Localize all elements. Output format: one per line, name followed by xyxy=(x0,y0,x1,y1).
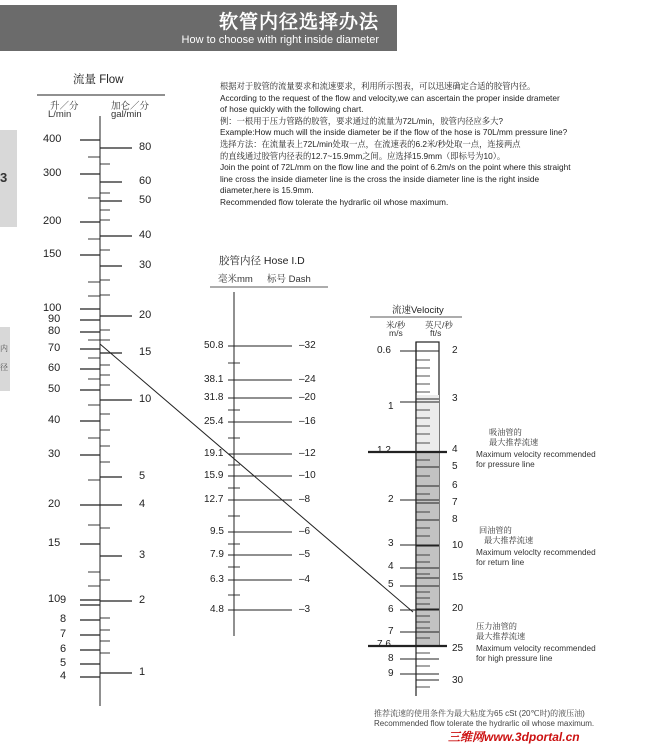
flow-right-label: 40 xyxy=(139,229,152,241)
flow-right-label: 2 xyxy=(139,594,146,606)
flow-left-label: 5 xyxy=(60,657,67,669)
pressure-note-en1: Maximum velocity recommended xyxy=(476,644,596,653)
hose-dash-label: –3 xyxy=(299,604,311,615)
flow-left-label: 20 xyxy=(48,498,61,510)
flow-left-label: 150 xyxy=(43,248,62,260)
velocity-left-unit-en: m/s xyxy=(389,328,403,338)
suction-note-en2: for pressure line xyxy=(476,460,535,469)
pressure-note xyxy=(476,622,525,642)
return-note-cn2: 最大推荐流速 xyxy=(484,536,534,545)
flow-right-label: 15 xyxy=(139,346,152,358)
flow-right-label: 60 xyxy=(139,175,152,187)
velocity-left-label: 1 xyxy=(388,401,394,412)
intro-line: 的直线通过胶管内径表的12.7~15.9mm之间。应选择15.9mm（即标号为10）。 xyxy=(220,150,506,161)
velocity-left-label: 7 xyxy=(388,626,394,637)
velocity-left-label: 8 xyxy=(388,653,394,664)
velocity-left-label: 9 xyxy=(388,668,394,679)
flow-minor-ticks xyxy=(88,157,110,653)
suction-note-cn2: 最大推荐流速 xyxy=(489,438,539,447)
hose-dash-label: –32 xyxy=(299,340,316,351)
velocity-right-label: 8 xyxy=(452,514,458,525)
flow-left-unit-en: L/min xyxy=(48,109,72,120)
velocity-left-label: 4 xyxy=(388,561,394,572)
side-tab-label: 3 xyxy=(0,170,8,185)
velocity-left-label: 7.6 xyxy=(377,639,391,650)
velocity-right-label: 15 xyxy=(452,572,464,583)
flow-right-label: 30 xyxy=(139,259,152,271)
velocity-left-label: 5 xyxy=(388,579,394,590)
intro-line: 根据对于胶管的流量要求和流速要求，利用所示图表，可以迅速确定合适的胶管内径。 xyxy=(220,81,536,91)
flow-left-label: 300 xyxy=(43,167,62,179)
side-tab-char: 径 xyxy=(0,363,8,372)
intro-line: Join the point of 72L/mm on the flow line and the point of 6.2m/s on the point where this straight xyxy=(220,162,571,173)
velocity-right-label: 3 xyxy=(452,393,458,404)
velocity-band-pressure xyxy=(416,452,439,646)
velocity-band-suction xyxy=(416,395,439,452)
velocity-right-label: 6 xyxy=(452,480,458,491)
velocity-left-label: 6 xyxy=(388,604,394,615)
intro-line: line cross the inside diameter line is the cross the inside diameter line is the right inside xyxy=(220,173,540,184)
flow-left-label: 40 xyxy=(48,414,61,426)
intro-line: Recommended flow tolerate the hydrarlic oil whose maximum. xyxy=(220,196,449,207)
watermark: 三维网www.3dportal.cn xyxy=(448,730,580,744)
velocity-left-label: 1.2 xyxy=(377,445,391,456)
return-note xyxy=(479,526,533,546)
footer-note-en: Recommended flow tolerate the hydrarlic oil whose maximum. xyxy=(374,719,595,728)
hose-mm-label: 7.9 xyxy=(210,549,224,560)
return-note-en xyxy=(476,548,596,568)
flow-right-label: 1 xyxy=(139,666,146,678)
hose-dash-label: –5 xyxy=(299,549,311,560)
flow-left-label: 15 xyxy=(48,537,61,549)
flow-left-label: 90 xyxy=(48,313,61,325)
example-line xyxy=(100,344,413,612)
pressure-note-cn2: 最大推荐流速 xyxy=(476,632,526,641)
flow-right-label: 5 xyxy=(139,470,146,482)
velocity-right-label: 20 xyxy=(452,603,464,614)
suction-note-cn1: 吸油管的 xyxy=(489,428,522,437)
flow-left-label: 70 xyxy=(48,342,61,354)
hose-dash-label: –20 xyxy=(299,392,316,403)
flow-right-label: 3 xyxy=(139,549,146,561)
return-note-en2: for return line xyxy=(476,558,525,567)
velocity-right-unit-cn: 英尺/秒 xyxy=(425,320,453,330)
flow-right-unit-en: gal/min xyxy=(111,109,142,120)
flow-left-unit-cn: 升／分 xyxy=(50,101,79,112)
intro-line: diameter,here is 15.9mm. xyxy=(220,185,314,196)
hose-mm-label: 50.8 xyxy=(204,340,224,351)
flow-ticks xyxy=(80,140,132,677)
hose-dash-label: –6 xyxy=(299,526,311,537)
velocity-right-label: 25 xyxy=(452,643,464,654)
flow-left-label: 4 xyxy=(60,670,67,682)
return-note-cn1: 回油管的 xyxy=(479,526,512,535)
hose-left-unit: 毫米mm xyxy=(218,274,253,285)
flow-right-unit-cn: 加仑／分 xyxy=(111,101,150,112)
hose-mm-label: 19.1 xyxy=(204,448,224,459)
hose-mm-label: 15.9 xyxy=(204,470,224,481)
flow-right-label: 80 xyxy=(139,141,152,153)
velocity-scale-title: 流速Velocity xyxy=(392,305,444,316)
velocity-left-label: 3 xyxy=(388,538,394,549)
velocity-right-label: 7 xyxy=(452,497,458,508)
flow-left-label: 400 xyxy=(43,133,62,145)
velocity-left-label: 2 xyxy=(388,494,394,505)
flow-left-label: 10 xyxy=(48,593,61,605)
flow-left-label: 9 xyxy=(60,594,67,606)
flow-left-label: 30 xyxy=(48,448,61,460)
return-note-en1: Maximum veloclty recommended xyxy=(476,548,596,557)
hose-dash-label: –8 xyxy=(299,494,311,505)
footer-note xyxy=(374,709,594,729)
hose-mm-label: 6.3 xyxy=(210,574,224,585)
pressure-note-en xyxy=(476,644,596,664)
suction-note-en xyxy=(476,450,596,470)
page-title: 软管内径选择办法 xyxy=(218,11,379,33)
intro-line: 选择方法：在流量表上72L/min处取一点，在流速表的6.2米/秒处取一点，连接两点 xyxy=(220,138,521,149)
flow-right-label: 10 xyxy=(139,393,152,405)
hose-dash-label: –24 xyxy=(299,374,316,385)
hose-mm-label: 4.8 xyxy=(210,604,224,615)
flow-left-label: 7 xyxy=(60,628,67,640)
flow-left-label: 6 xyxy=(60,643,67,655)
hose-ticks xyxy=(228,346,292,610)
velocity-left-label: 0.6 xyxy=(377,345,391,356)
hose-scale-title: 胶管内径 Hose I.D xyxy=(219,255,305,267)
page-subtitle: How to choose with right inside diameter xyxy=(181,34,379,46)
velocity-right-label: 2 xyxy=(452,345,458,356)
velocity-left-unit-cn: 米/秒 xyxy=(386,320,406,330)
velocity-right-label: 5 xyxy=(452,461,458,472)
velocity-right-label: 4 xyxy=(452,444,458,455)
hose-dash-label: –16 xyxy=(299,416,316,427)
intro-line: Example:How much will the inside diameter be if the flow of the hose is 70L/mm pressure line? xyxy=(220,127,568,138)
pressure-note-en2: for high pressure line xyxy=(476,654,553,663)
flow-left-label: 200 xyxy=(43,215,62,227)
hose-right-unit: 标号 Dash xyxy=(267,274,311,285)
hose-mm-label: 38.1 xyxy=(204,374,224,385)
intro-line: of hose quickly with the following chart. xyxy=(220,104,364,115)
flow-left-label: 80 xyxy=(48,325,61,337)
intro-line: According to the request of the flow and velocity,we can ascertain the proper inside drameter xyxy=(220,92,560,103)
flow-scale-title: 流量 Flow xyxy=(73,74,124,86)
side-tab-char: 内 xyxy=(0,344,8,353)
hose-mm-label: 9.5 xyxy=(210,526,224,537)
footer-note-cn: 推荐流速的使用条件为最大粘度为65 cSt (20℃时)的液压油) xyxy=(374,709,585,718)
velocity-right-unit-en: ft/s xyxy=(430,328,442,338)
velocity-right-label: 10 xyxy=(452,540,464,551)
flow-left-label: 50 xyxy=(48,383,61,395)
flow-left-label: 60 xyxy=(48,362,61,374)
suction-note-en1: Maximum velocity recommended xyxy=(476,450,596,459)
hose-mm-label: 12.7 xyxy=(204,494,224,505)
flow-right-label: 4 xyxy=(139,498,146,510)
hose-dash-label: –4 xyxy=(299,574,311,585)
flow-right-label: 50 xyxy=(139,194,152,206)
flow-right-label: 20 xyxy=(139,309,152,321)
velocity-right-label: 30 xyxy=(452,675,464,686)
pressure-note-cn1: 压力油管的 xyxy=(476,622,517,631)
hose-mm-label: 25.4 xyxy=(204,416,224,427)
intro-line: 例：一根用于压力管路的胶管，要求通过的流量为72L/min，胶管内径应多大? xyxy=(220,115,504,126)
flow-left-label: 8 xyxy=(60,613,67,625)
flow-left-label: 100 xyxy=(43,302,62,314)
suction-note xyxy=(489,428,538,448)
hose-dash-label: –10 xyxy=(299,470,316,481)
hose-dash-label: –12 xyxy=(299,448,316,459)
hose-mm-label: 31.8 xyxy=(204,392,224,403)
